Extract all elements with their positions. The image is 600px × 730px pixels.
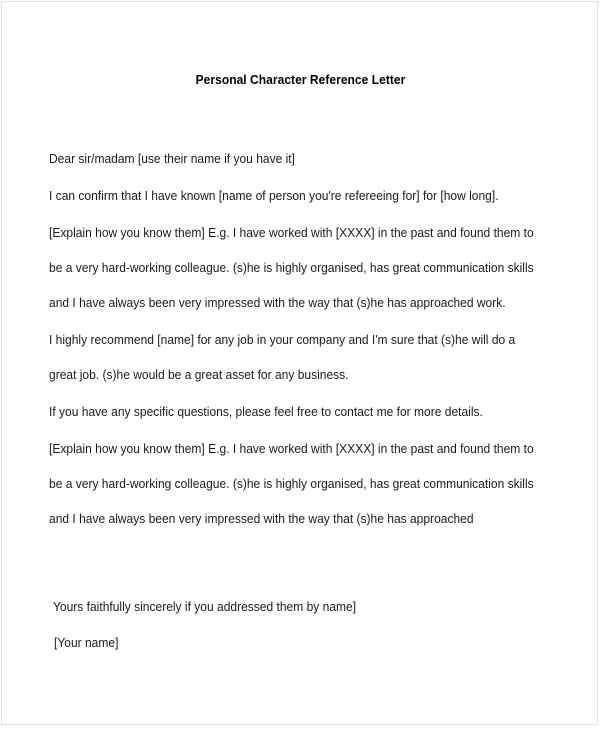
- document-page: [1, 1, 598, 725]
- letter-content: [49, 142, 561, 537]
- letter-salutation: Dear sir/madam [use their name if you have it]: [49, 152, 296, 166]
- page-title: Personal Character Reference Letter: [195, 73, 406, 87]
- letter-signature-block: [54, 626, 566, 661]
- letter-paragraph-5: [Explain how you know them] E.g. I have worked with [XXXX] in the past and found them to be a very hard-working colleague. (s)he is highly organised, has great communication skills and I have always been very impressed with the way that (s)he has approached: [49, 442, 534, 526]
- letter-closing: Yours faithfully sincerely if you addressed them by name]: [53, 600, 357, 614]
- letter-paragraph-3: I highly recommend [name] for any job in your company and I'm sure that (s)he will do a great job. (s)he would be a great asset for any business.: [49, 333, 516, 382]
- letter-paragraph-4: If you have any specific questions, please feel free to contact me for more details.: [49, 405, 483, 419]
- letter-paragraph-1: I can confirm that I have known [name of person you're refereeing for] for [how long].: [49, 189, 499, 203]
- letter-signature-name: [Your name]: [54, 636, 119, 650]
- letter-paragraph-2: [Explain how you know them] E.g. I have worked with [XXXX] in the past and found them to be a very hard-working colleague. (s)he is highly organised, has great communication skills and I have always been very impressed with the way that (s)he has approached work.: [49, 226, 534, 310]
- letter-closing-block: [53, 590, 565, 625]
- document-body: [2, 2, 597, 724]
